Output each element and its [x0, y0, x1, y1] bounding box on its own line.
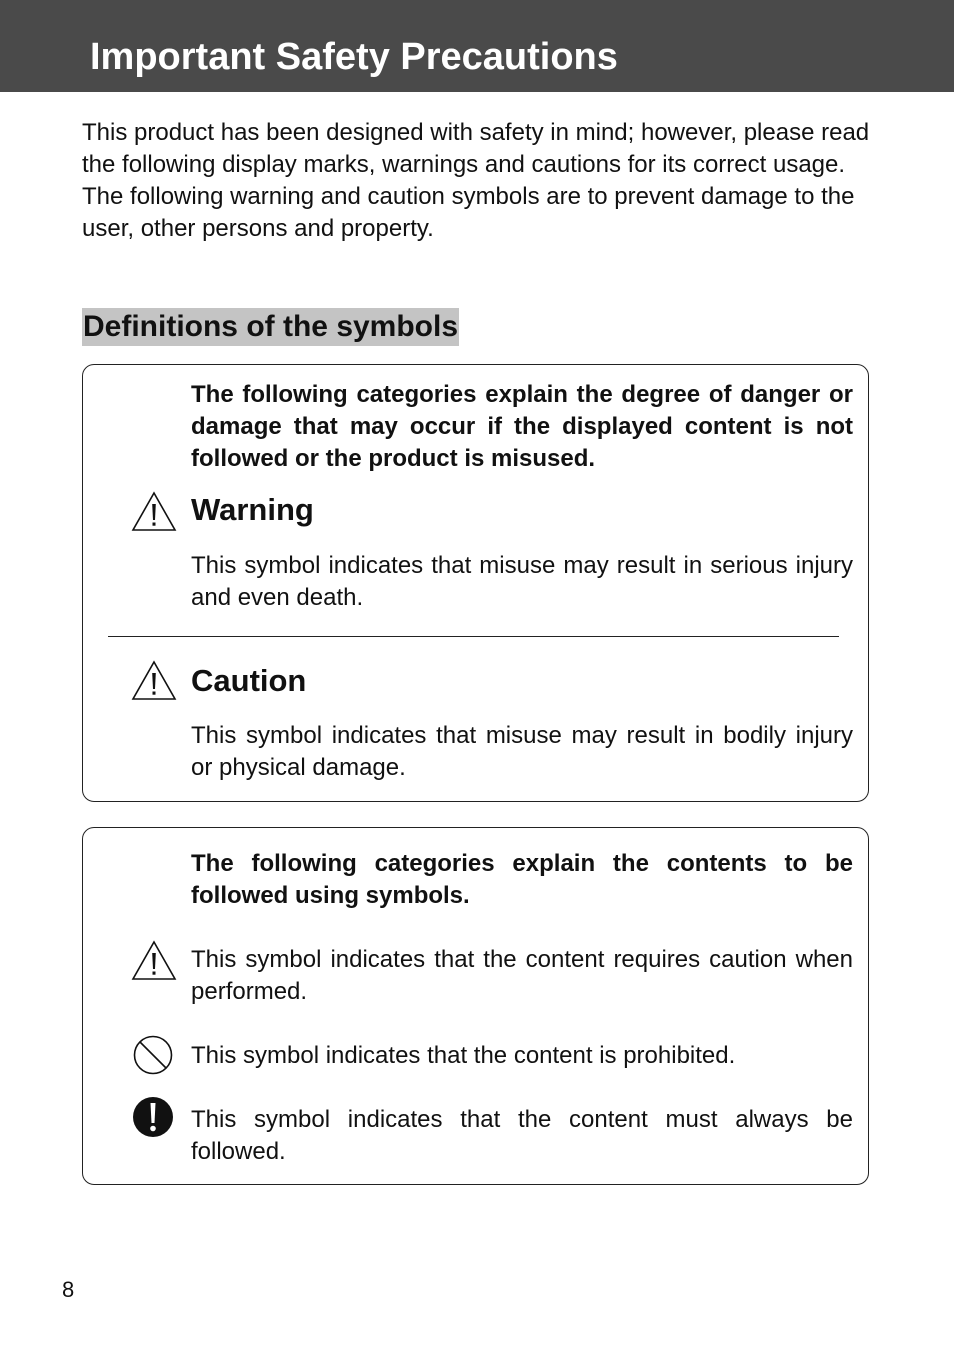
- caution-triangle-icon: [130, 939, 178, 983]
- symbols-lead: The following categories explain the contents to be followed using symbols.: [191, 850, 853, 909]
- caution-triangle-icon: [130, 659, 178, 703]
- page-title: Important Safety Precautions: [90, 36, 618, 78]
- title-bar: [0, 0, 954, 92]
- symbol-mandatory-text: This symbol indicates that the content must always be followed.: [191, 1106, 853, 1165]
- intro-text: [82, 117, 872, 245]
- intro-paragraph-2: The following warning and caution symbols are to prevent damage to the user, other persons and property.: [82, 183, 855, 242]
- symbols-box: [82, 827, 869, 1185]
- prohibited-icon: [130, 1033, 178, 1077]
- divider: [108, 636, 839, 637]
- intro-paragraph-1: This product has been designed with safety in mind; however, please read the following display marks, warnings and cautions for its correct usage.: [82, 119, 870, 178]
- caution-description: This symbol indicates that misuse may result in bodily injury or physical damage.: [191, 722, 853, 781]
- symbol-prohibited-text: This symbol indicates that the content is prohibited.: [191, 1042, 736, 1069]
- warning-triangle-icon: [130, 490, 178, 534]
- danger-categories-box: [82, 364, 869, 802]
- page-number: 8: [62, 1277, 75, 1302]
- warning-title: Warning: [191, 492, 314, 527]
- mandatory-exclamation-icon: [130, 1096, 178, 1140]
- caution-title: Caution: [191, 663, 307, 698]
- symbol-caution-text: This symbol indicates that the content requires caution when performed.: [191, 946, 853, 1005]
- danger-categories-lead: The following categories explain the degree of danger or damage that may occur if the displayed content is not followed or the product is misused.: [191, 381, 853, 472]
- section-heading: Definitions of the symbols: [82, 308, 459, 346]
- warning-description: This symbol indicates that misuse may result in serious injury and even death.: [191, 552, 853, 611]
